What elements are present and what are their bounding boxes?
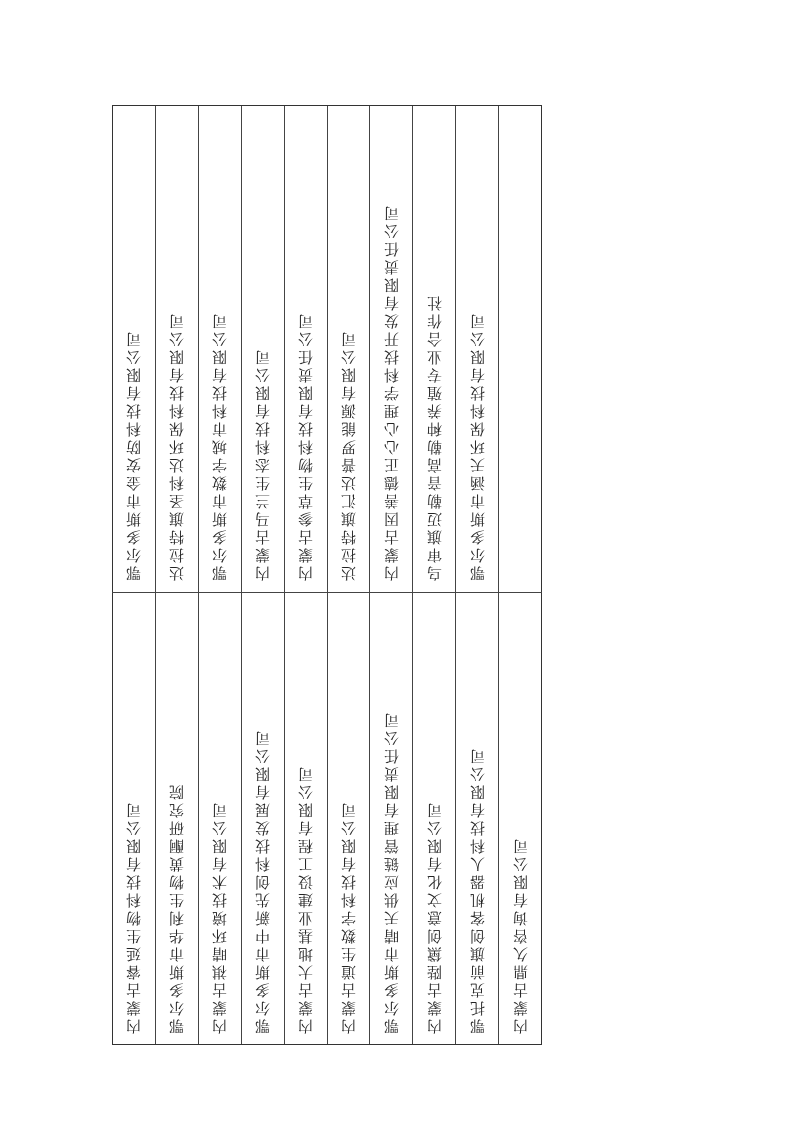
company-name: 内蒙古马兰生态科技有限公司 xyxy=(254,347,273,581)
company-name: 内蒙古陛黛创意文化有限公司 xyxy=(425,800,444,1034)
table-cell xyxy=(242,106,284,593)
table-cell xyxy=(413,593,455,1046)
company-name: 鄂尔多斯市晴天供应链管理有限责任公司 xyxy=(382,710,401,1034)
table-cell xyxy=(156,593,198,1046)
table-row xyxy=(499,106,541,1044)
table-cell xyxy=(328,106,370,593)
table-cell xyxy=(413,106,455,593)
table-row xyxy=(242,106,285,1044)
table-row xyxy=(199,106,242,1044)
table-cell xyxy=(285,593,327,1046)
table-cell xyxy=(199,593,241,1046)
company-name: 内蒙古祺晴环境技术有限公司 xyxy=(211,800,230,1034)
company-name: 乌审旗迈勒音高勒种养殖专业合作社 xyxy=(425,293,444,581)
company-name: 内蒙古大地基业建设工程有限公司 xyxy=(297,764,316,1034)
company-name: 达拉特旗圣科达环保科技有限公司 xyxy=(168,311,187,581)
table-cell xyxy=(456,593,498,1046)
company-table xyxy=(112,105,542,1045)
table-row xyxy=(370,106,413,1044)
table-cell xyxy=(199,106,241,593)
table-cell xyxy=(370,593,412,1046)
table-row xyxy=(113,106,156,1044)
table-cell xyxy=(113,106,155,593)
table-cell xyxy=(370,106,412,593)
table-row xyxy=(156,106,199,1044)
company-name: 内蒙古睿延生物科技有限公司 xyxy=(125,800,144,1034)
table-cell xyxy=(328,593,370,1046)
company-name: 达拉特旗汇达普罗能源有限公司 xyxy=(339,329,358,581)
table-cell xyxy=(285,106,327,593)
table-cell xyxy=(499,593,541,1046)
table-cell xyxy=(156,106,198,593)
company-name: 内蒙古因善德正心心理学科技开发有限责任公司 xyxy=(382,203,401,581)
company-name: 内蒙古参草生物科技有限责任公司 xyxy=(297,311,316,581)
table-row xyxy=(285,106,328,1044)
table-row xyxy=(413,106,456,1044)
company-name: 鄂托克前旗创客机器人科技有限公司 xyxy=(468,746,487,1034)
table-cell xyxy=(242,593,284,1046)
company-name: 内蒙古道生数字科技有限公司 xyxy=(339,800,358,1034)
cell-divider xyxy=(112,592,542,593)
table-cell xyxy=(113,593,155,1046)
company-name: 鄂尔多斯市金安防科技有限公司 xyxy=(125,329,144,581)
table-row xyxy=(328,106,371,1044)
company-name: 鄂尔多斯市涵天环保科技有限公司 xyxy=(468,311,487,581)
company-name: 鄂尔多斯市华利生物黄酮研究院 xyxy=(168,782,187,1034)
company-name: 内蒙古鼎久咨询有限公司 xyxy=(511,836,530,1034)
table-row xyxy=(456,106,499,1044)
table-cell xyxy=(456,106,498,593)
company-name: 鄂尔多斯市数字城市科技有限公司 xyxy=(211,311,230,581)
table-cell xyxy=(499,106,541,593)
company-name: 鄂尔多斯市中新先创科技发展有限公司 xyxy=(254,728,273,1034)
